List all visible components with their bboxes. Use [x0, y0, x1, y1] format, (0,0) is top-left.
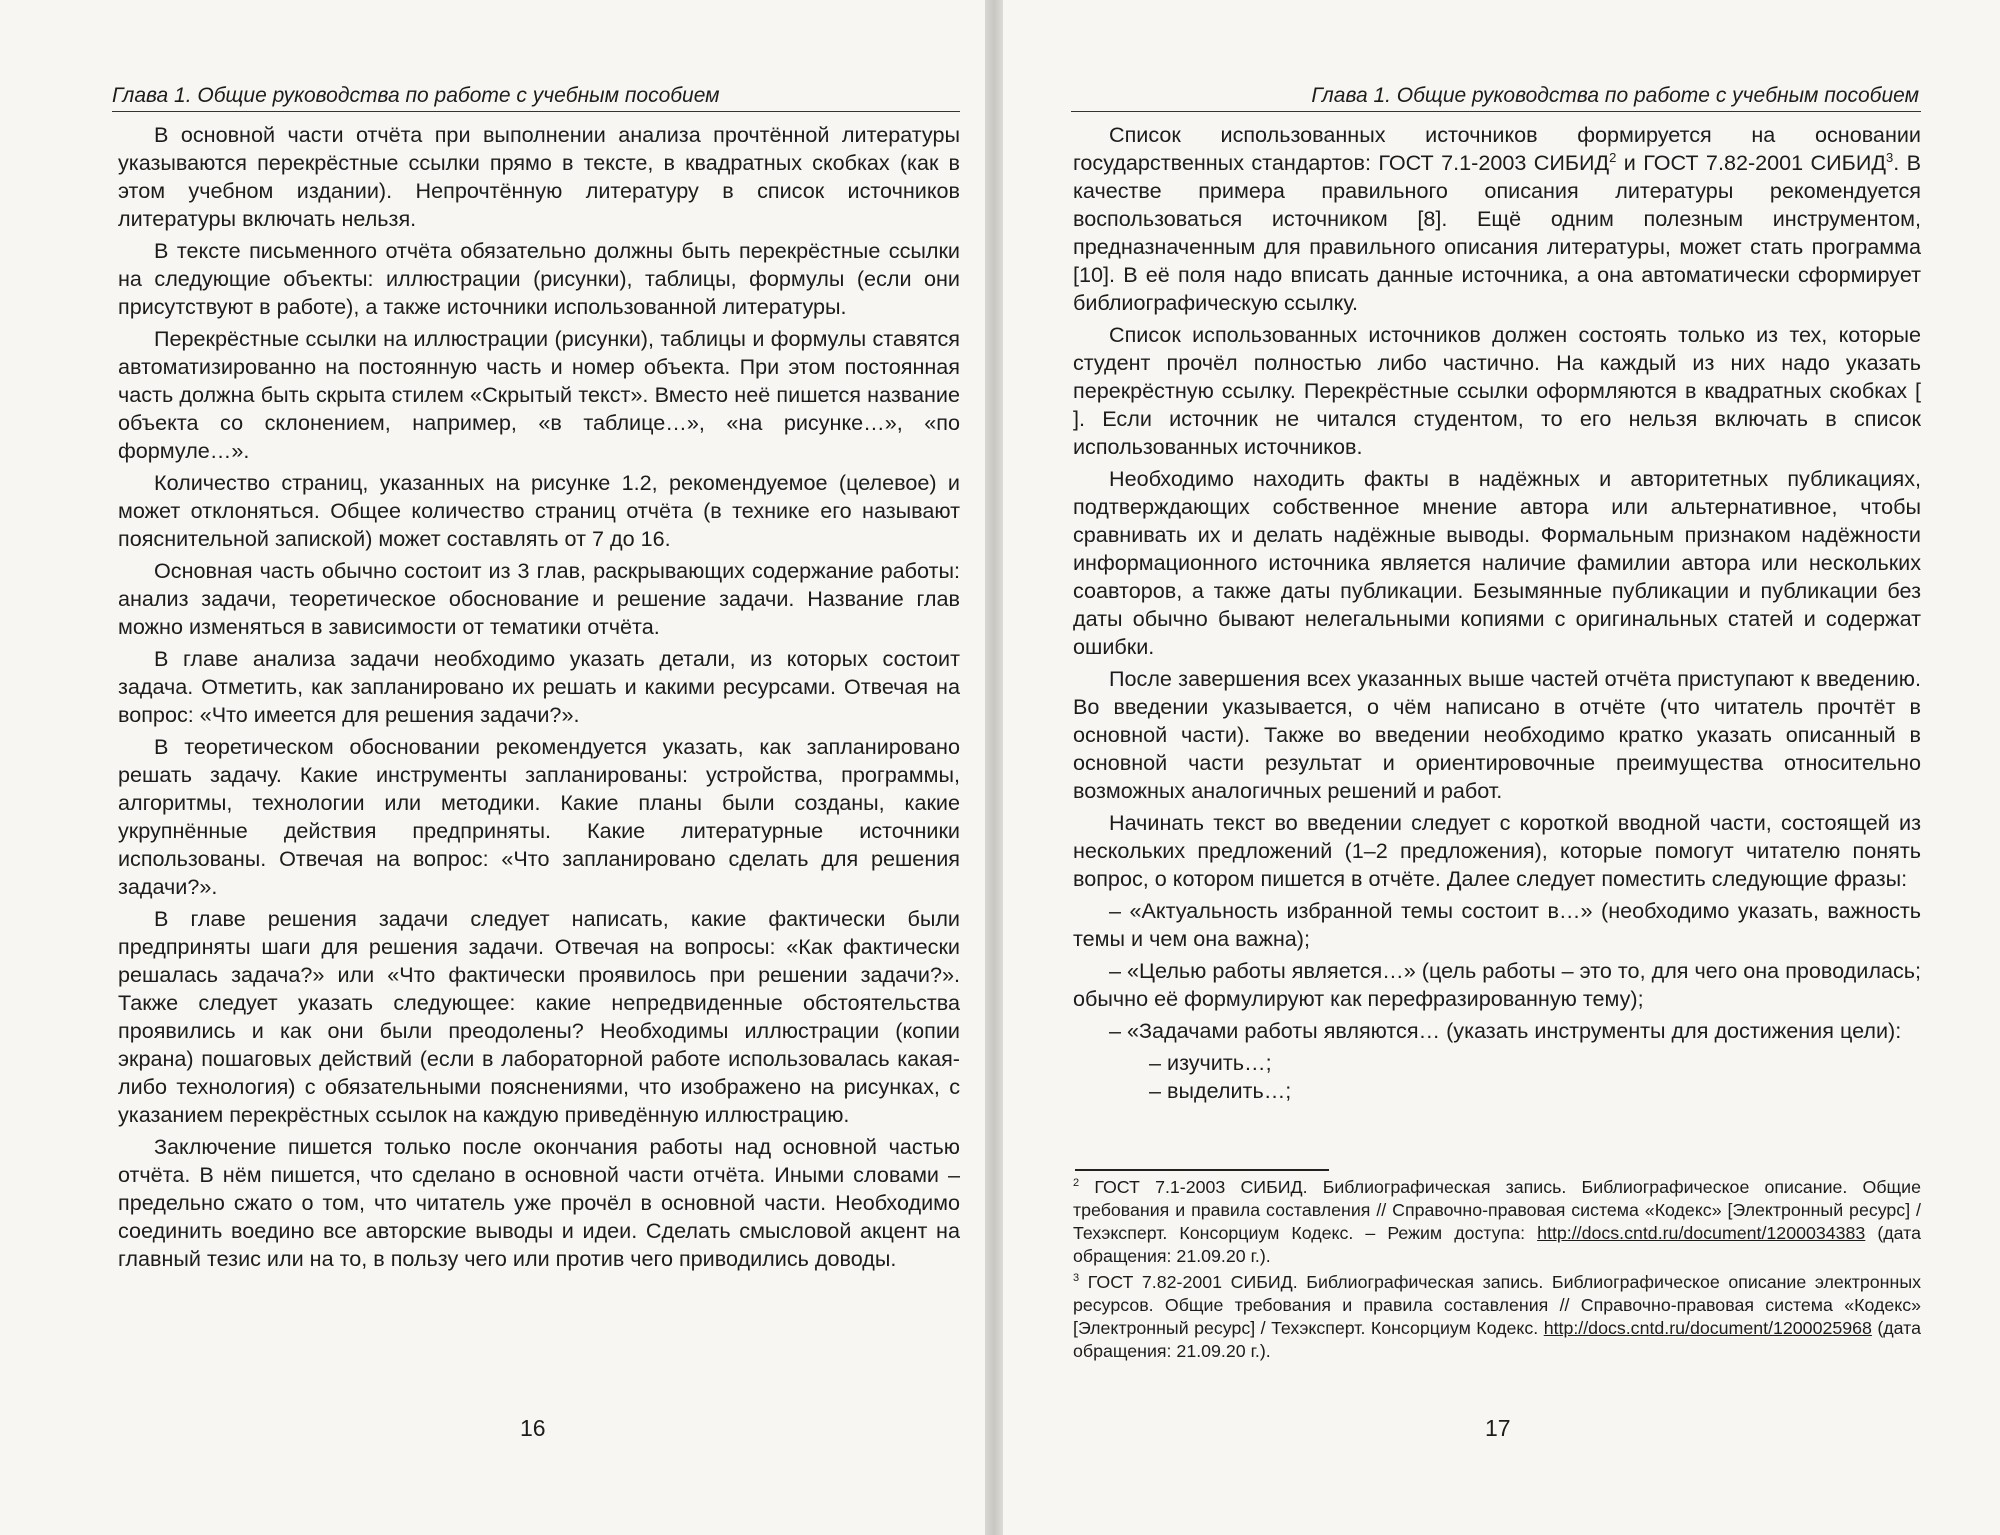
running-header: Глава 1. Общие руководства по работе с учебным пособием	[1071, 84, 1921, 112]
footnote-link[interactable]: http://docs.cntd.ru/document/1200034383	[1537, 1223, 1866, 1243]
paragraph: В теоретическом обосновании рекомендуется указать, как запланировано решать задачу. Какие инструменты запланированы: устройства, программы, алгоритмы, технологии или методики. Какие планы были созданы, какие укрупнённые действия предприняты. Какие литературные источники использованы. Отвечая на вопрос: «Что запланировано сделать для решения задачи?».	[118, 734, 960, 899]
paragraph: В главе решения задачи следует написать, какие фактически были предприняты шаги для решения задачи. Отвечая на вопросы: «Как фактически решалась задача?» или «Что фактически проявилось при решении задачи?». Также следует указать следующее: какие непредвиденные обстоятельства проявились и как они были преодолены? Необходимы иллюстрации (копии экрана) пошаговых действий (если в лабораторной работе использовалась какая-либо технология) с обязательными пояснениями, что изображено на рисунках, с указанием перекрёстных ссылок на каждую приведённую иллюстрацию.	[118, 906, 960, 1127]
paragraph: Основная часть обычно состоит из 3 глав, раскрывающих содержание работы: анализ задачи, теоретическое обоснование и решение задачи. Название глав можно изменяться в зависимости от тематики отчёта.	[118, 558, 960, 639]
paragraph: В тексте письменного отчёта обязательно должны быть перекрёстные ссылки на следующие объекты: иллюстрации (рисунки), таблицы, формулы (если они присутствуют в работе), а также источники использованной литературы.	[118, 238, 960, 319]
book-gutter	[985, 0, 1003, 1535]
page-number: 17	[1485, 1415, 1511, 1441]
paragraph: Заключение пишется только после окончания работы над основной частью отчёта. В нём пишется, что сделано в основной части отчёта. Иными словами – предельно сжато о том, что читатель уже прочёл в основной части. Необходимо соединить воедино все авторские выводы и идеи. Сделать смысловой акцент на главный тезис или на то, в пользу чего или против чего приводились доводы.	[118, 1134, 960, 1271]
paragraph: Количество страниц, указанных на рисунке 1.2, рекомендуемое (целевое) и может отклоняться. Общее количество страниц отчёта (в технике его называют пояснительной запиской) может составлять от 7 до 16.	[118, 470, 960, 551]
paragraph: В основной части отчёта при выполнении анализа прочтённой литературы указываются перекрёстные ссылки прямо в тексте, в квадратных скобках (как в этом учебном издании). Непрочтённую литературу в список источников литературы включать нельзя.	[118, 122, 960, 231]
body-text	[1073, 121, 1921, 1105]
paragraph: Начинать текст во введении следует с короткой вводной части, состоящей из нескольких предложений (1–2 предложения), которые помогут читателю понять вопрос, о котором пишется в отчёте. Далее следует поместить следующие фразы:	[1073, 810, 1921, 891]
footnote: $^3$ ГОСТ 7.82-2001 СИБИД. Библиографическая запись. Библиографическое описание электронных ресурсов. Общие требования и правила составления // Справочно-правовая система «Кодекс» [Электронный ресурс] / Техэксперт. Консорциум Кодекс. http://docs.cntd.ru/document/1200025968 (дата обращения: 21.09.20 г.).	[1073, 1272, 1922, 1361]
paragraph: Список использованных источников должен состоять только из тех, которые студент прочёл полностью либо частично. На каждый из них надо указать перекрёстную ссылку. Перекрёстные ссылки оформляются в квадратных скобках [ ]. Если источник не читался студентом, то его нельзя включать в список использованных источников.	[1073, 322, 1921, 459]
running-header: Глава 1. Общие руководства по работе с учебным пособием	[112, 84, 960, 112]
body-text	[118, 121, 960, 1277]
sub-list-item: – изучить…;	[1149, 1050, 1272, 1075]
paragraph: В главе анализа задачи необходимо указать детали, из которых состоит задача. Отметить, как запланировано их решать и какими ресурсами. Отвечая на вопрос: «Что имеется для решения задачи?».	[118, 646, 960, 727]
left-page	[0, 0, 985, 1535]
sub-list-item: – выделить…;	[1149, 1078, 1292, 1103]
page-number: 16	[520, 1415, 546, 1441]
right-page	[1003, 0, 2000, 1535]
footnotes	[1073, 1176, 1921, 1366]
list-item: – «Задачами работы являются… (указать инструменты для достижения цели):	[1109, 1018, 1902, 1043]
paragraph: После завершения всех указанных выше частей отчёта приступают к введению. Во введении указывается, о чём написано в отчёте (что читатель прочтёт в основной части). Также во введении необходимо кратко указать описанный в основной части результат и ориентировочные преимущества относительно возможных аналогичных решений и работ.	[1073, 666, 1921, 803]
footnote-link[interactable]: http://docs.cntd.ru/document/1200025968	[1543, 1318, 1872, 1338]
paragraph: Необходимо находить факты в надёжных и авторитетных публикациях, подтверждающих собственное мнение автора или альтернативное, чтобы сравнивать их и делать надёжные выводы. Формальным признаком надёжности информационного источника является наличие фамилии автора или нескольких соавторов, а также даты публикации. Безымянные публикации и публикации без даты обычно бывают нелегальными копиями с оригинальных статей и содержат ошибки.	[1073, 466, 1921, 659]
footnote-ref[interactable]: 3	[1886, 149, 1894, 165]
footnote-ref[interactable]: 2	[1609, 149, 1617, 165]
footnote-divider	[1075, 1169, 1329, 1171]
list-item: – «Целью работы является…» (цель работы – это то, для чего она проводилась; обычно её формулируют как перефразированную тему);	[1073, 958, 1921, 1011]
footnote: $^2$ ГОСТ 7.1-2003 СИБИД. Библиографическая запись. Библиографическое описание. Общие требования и правила составления // Справочно-правовая система «Кодекс» [Электронный ресурс] / Техэксперт. Консорциум Кодекс. – Режим доступа: http://docs.cntd.ru/document/1200034383 (дата обращения: 21.09.20 г.).	[1073, 1177, 1921, 1266]
paragraph: Перекрёстные ссылки на иллюстрации (рисунки), таблицы и формулы ставятся автоматизированно на постоянную часть и номер объекта. При этом постоянная часть должна быть скрыта стилем «Скрытый текст». Вместо неё пишется название объекта со склонением, например, «в таблице…», «на рисунке…», «по формуле…».	[118, 326, 960, 463]
list-item: – «Актуальность избранной темы состоит в…» (необходимо указать, важность темы и чем она важна);	[1073, 898, 1921, 951]
paragraph: Список использованных источников формируется на основании государственных стандартов: ГОСТ 7.1-2003 СИБИД$^2$ и ГОСТ 7.82-2001 СИБИД$^3$. В качестве примера правильного описания литературы рекомендуется воспользоваться источником [8]. Ещё одним полезным инструментом, предназначенным для правильного описания литературы, может стать программа [10]. В её поля надо вписать данные источника, а она автоматически сформирует библиографическую ссылку.	[1073, 122, 1922, 315]
